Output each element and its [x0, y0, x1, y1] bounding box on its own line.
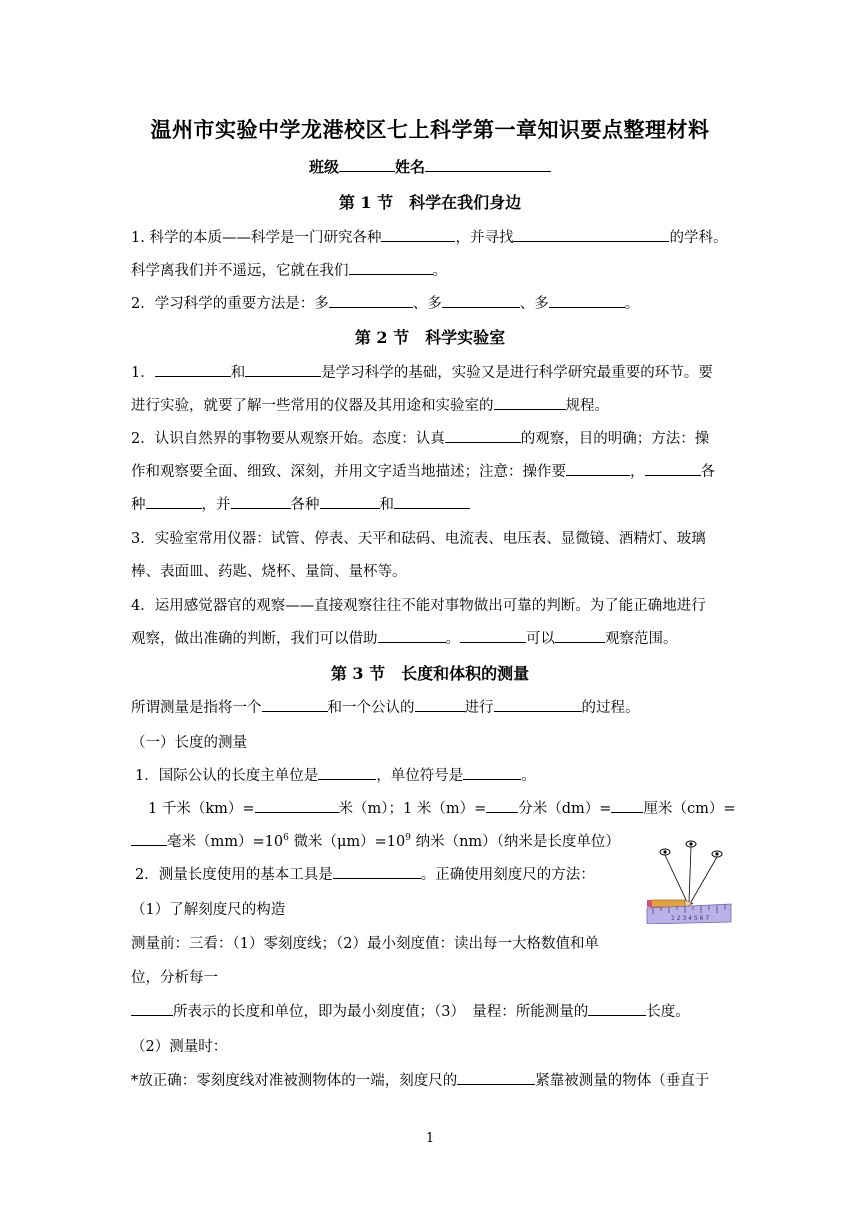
text-line: 位，分析每一 [131, 970, 218, 986]
text: 2．测量长度使用的基本工具是 [135, 867, 333, 883]
fill-blank [394, 494, 470, 509]
text: 进行 [464, 700, 494, 716]
fill-blank [645, 461, 701, 476]
text: 的过程。 [581, 700, 640, 716]
text: 观察范围。 [605, 631, 678, 647]
fill-blank [349, 260, 433, 275]
eye-icon [660, 849, 670, 855]
fill-blank [262, 697, 328, 712]
text: 。 [432, 263, 447, 279]
text: 的观察，目的明确；方法：操 [520, 431, 710, 447]
text-line: 4．运用感觉器官的观察——直接观察往往不能对事物做出可靠的判断。为了能正确地进行 [131, 598, 706, 614]
sight-line [691, 857, 717, 902]
fill-blank [463, 765, 521, 780]
eye-icon [686, 841, 696, 847]
text: 所谓测量是指将一个 [131, 700, 262, 716]
text: ，单位符号是 [376, 768, 464, 784]
text: 观察，做出准确的判断，我们可以借助 [131, 631, 378, 647]
text-line [131, 493, 731, 514]
class-label: 班级 [308, 158, 339, 176]
text: 长度。 [646, 1004, 690, 1020]
text: 各 [700, 464, 715, 480]
text: 毫米（mm）=10 [167, 834, 284, 850]
fill-blank [146, 494, 202, 509]
text-line: （1）了解刻度尺的构造 [131, 902, 286, 918]
fill-blank [555, 628, 605, 643]
eye-icon [712, 851, 722, 857]
text: 。 [624, 296, 640, 312]
text: 种 [131, 497, 146, 513]
fill-blank [318, 765, 376, 780]
text: 微米（μm）=10 [288, 834, 406, 850]
fill-blank [460, 628, 526, 643]
ruler-eye-figure [645, 838, 733, 924]
exponent: 9 [405, 833, 411, 844]
fill-blank [494, 697, 582, 712]
text: 。正确使用刻度尺的方法： [420, 867, 595, 883]
sight-line [665, 855, 687, 902]
text-line: 3．实验室常用仪器：试管、停表、天平和砝码、电流表、电压表、显微镜、酒精灯、玻璃 [131, 531, 706, 547]
text-line: 棒、表面皿、药匙、烧杯、量筒、量杯等。 [131, 564, 407, 580]
text-line [131, 259, 731, 280]
fill-blank [245, 362, 321, 377]
text-line [131, 627, 731, 648]
text: 和一个公认的 [327, 700, 415, 716]
fill-blank [611, 798, 643, 813]
text: 作和观察要全面、细致、深刻，并用文字适当地描述；注意：操作要 [131, 464, 566, 480]
fill-blank [588, 1001, 646, 1016]
text: ，并 [201, 497, 231, 513]
text: 进行实验，就要了解一些常用的仪器及其用途和实验室的 [131, 398, 494, 414]
fill-blank [155, 362, 231, 377]
text: 的学科。 [669, 230, 728, 246]
text: 、多 [412, 296, 442, 312]
text: 紧靠被测量的物体（垂直于 [535, 1073, 710, 1089]
text: 可以 [526, 631, 555, 647]
text: 。 [445, 631, 460, 647]
fill-blank [329, 293, 413, 308]
text-line [131, 696, 731, 717]
text: 规程。 [565, 398, 609, 414]
text: ，并寻找 [455, 230, 514, 246]
class-name-line [0, 156, 860, 177]
text: 1．国际公认的长度主单位是 [135, 768, 319, 784]
text: 米（m）；1 米（m）= [338, 801, 487, 817]
text: 厘米（cm）= [643, 801, 736, 817]
text: 1． [131, 365, 155, 381]
text: 。 [521, 768, 536, 784]
text: *放正确：零刻度线对准被测物体的一端，刻度尺的 [131, 1073, 458, 1089]
text: 所表示的长度和单位，即为最小刻度值；（3） 量程：所能测量的 [173, 1004, 589, 1020]
fill-blank [231, 494, 291, 509]
text: 1 千米（km）= [148, 801, 255, 817]
text-line [135, 764, 735, 785]
ruler-digits: 1 2 3 4 5 6 7 [671, 915, 710, 922]
text: 科学离我们并不遥远，它就在我们 [131, 263, 349, 279]
text: 、多 [519, 296, 549, 312]
page-number: 1 [425, 1131, 435, 1146]
fill-blank [131, 831, 167, 846]
text: 纳米（nm）（纳米是长度单位） [410, 834, 620, 850]
fill-blank [333, 864, 421, 879]
text: 1. 科学的本质——科学是一门研究各种 [131, 230, 382, 246]
fill-blank [549, 293, 625, 308]
text-line [148, 797, 748, 818]
fill-blank [378, 628, 446, 643]
sight-line [689, 847, 691, 902]
fill-blank [486, 798, 518, 813]
text: ， [630, 464, 645, 480]
text: 和 [379, 497, 394, 513]
text-line [131, 427, 731, 448]
text: 各种 [290, 497, 320, 513]
section-1-heading: 第 1 节 科学在我们身边 [338, 193, 522, 212]
fill-blank [566, 461, 630, 476]
section-2-heading: 第 2 节 科学实验室 [354, 328, 506, 347]
fill-blank [442, 293, 520, 308]
text-line: （2）测量时： [131, 1039, 228, 1055]
text: 分米（dm）= [518, 801, 612, 817]
fill-blank [457, 1070, 535, 1085]
section-3-heading: 第 3 节 长度和体积的测量 [330, 664, 530, 683]
text-line [131, 1069, 731, 1090]
text-line [131, 361, 731, 382]
text-line: 测量前：三看：（1）零刻度线；（2）最小刻度值：读出每一大格数值和单 [131, 936, 599, 952]
fill-blank [513, 227, 669, 242]
fill-blank [445, 428, 521, 443]
text: 2．认识自然界的事物要从观察开始。态度：认真 [131, 431, 445, 447]
fill-blank [320, 494, 380, 509]
fill-blank [131, 1001, 173, 1016]
fill-blank [494, 395, 566, 410]
document-title: 温州市实验中学龙港校区七上科学第一章知识要点整理材料 [150, 117, 710, 142]
name-label: 姓名 [395, 158, 426, 176]
name-blank [425, 157, 551, 172]
fill-blank [381, 227, 455, 242]
text-line [131, 226, 731, 247]
text-line [131, 292, 731, 313]
text: 和 [230, 365, 246, 381]
fill-blank [415, 697, 465, 712]
text: 是学习科学的基础，实验又是进行科学研究最重要的环节。要 [321, 365, 713, 381]
text-line [131, 460, 731, 481]
text-line [131, 394, 731, 415]
ruler-icon [647, 904, 731, 924]
text-line [131, 1000, 731, 1021]
text: 2．学习科学的重要方法是：多 [131, 296, 329, 312]
text-line: （一）长度的测量 [131, 735, 247, 751]
fill-blank [255, 798, 339, 813]
text-line [131, 830, 731, 851]
exponent: 6 [283, 833, 289, 844]
class-blank [339, 157, 395, 172]
